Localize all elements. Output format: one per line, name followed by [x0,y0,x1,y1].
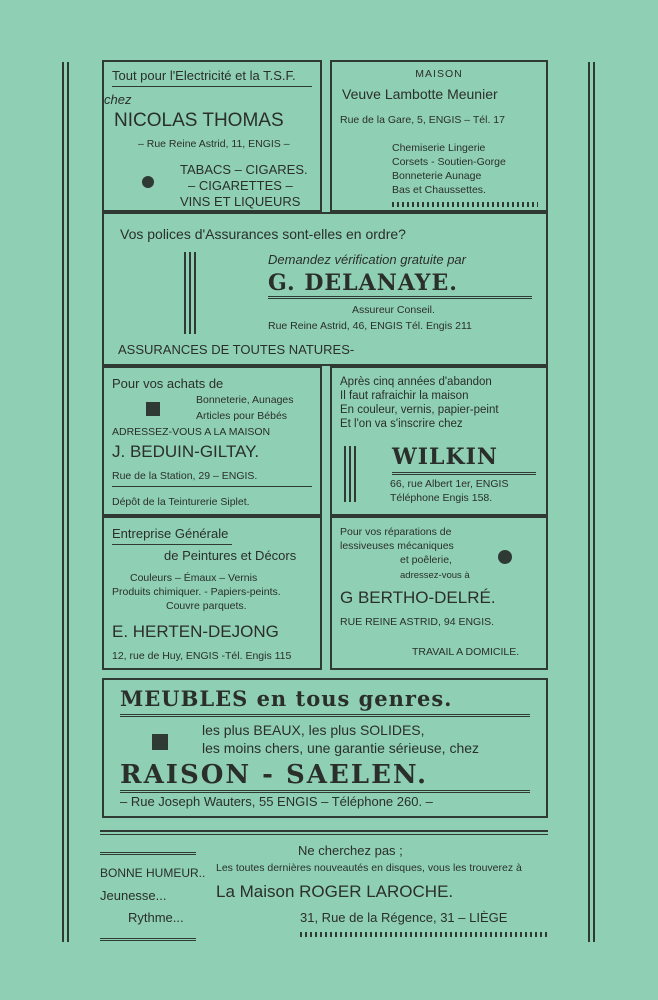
ad8-rule-mid [120,790,530,793]
ad6-l1: Entreprise Générale [112,526,229,541]
ad2-address: Rue de la Gare, 5, ENGIS – Tél. 17 [340,114,505,126]
square-icon-2 [152,734,168,750]
ad1-address: – Rue Reine Astrid, 11, ENGIS – [138,138,290,150]
ad3-address: Rue Reine Astrid, 46, ENGIS Tél. Engis 211 [268,320,472,332]
ad2-name: Veuve Lambotte Meunier [342,86,498,102]
ad8-rule-top [120,714,530,717]
ad2-l3: Bonneterie Aunage [392,170,482,182]
ad-bertho-delre [330,516,548,670]
ad9-l1: Ne cherchez pas ; [298,843,403,858]
ad9-left3: Rythme... [128,910,184,925]
ad2-l2: Corsets - Soutien-Gorge [392,156,506,168]
ad1-rule [112,86,312,87]
ad2-l1: Chemiserie Lingerie [392,142,486,154]
ad2-l4: Bas et Chaussettes. [392,184,486,196]
ad3-deco-stripes [184,252,198,334]
ad4-l1: Pour vos achats de [112,376,224,391]
left-border-line-inner [67,62,69,942]
ad8-name: RAISON - SAELEN. [120,760,429,790]
right-border-line-inner [593,62,595,942]
diamond-icon [142,176,154,188]
ad6-name: E. HERTEN-DEJONG [112,622,279,641]
ad9-left1: BONNE HUMEUR.. [100,866,206,880]
ad5-phone: Téléphone Engis 158. [390,492,493,504]
ad9-name: La Maison ROGER LAROCHE. [216,882,454,901]
ad5-l3: En couleur, vernis, papier-peint [340,404,499,416]
ad7-address: RUE REINE ASTRID, 94 ENGIS. [340,616,495,628]
ad4-l3: Articles pour Bébés [196,410,288,422]
ad2-deco-bar [392,202,538,207]
ad8-head: MEUBLES en tous genres. [120,686,453,711]
ad6-rule [112,544,232,545]
ad7-l2: lessiveuses mécaniques [340,540,454,552]
ad4-address: Rue de la Station, 29 – ENGIS. [112,470,258,482]
ad-wilkin [330,366,548,516]
left-border-line [62,62,64,942]
ad3-footer: ASSURANCES DE TOUTES NATURES- [118,342,355,357]
dot-icon [498,550,512,564]
ad1-l1: TABACS – CIGARES. [180,162,308,177]
ad9-address: 31, Rue de la Régence, 31 – LIÈGE [300,910,508,925]
ad9-rule-top [100,830,548,832]
ad4-footer: Dépôt de la Teinturerie Siplet. [112,496,250,508]
ad1-l3: VINS ET LIQUEURS [180,194,301,209]
ad-delanaye [102,212,548,366]
ad5-deco-stripes [344,446,358,502]
ad7-name: G BERTHO-DELRÉ. [340,588,496,607]
ad-lambotte-meunier [330,60,548,212]
ad4-l2: Bonneterie, Aunages [196,394,294,406]
ad-beduin-giltay [102,366,322,516]
ad6-l2: de Peintures et Décors [164,548,297,563]
ad1-name: NICOLAS THOMAS [114,110,284,131]
ad6-l3: Couleurs – Émaux – Vernis [130,572,258,584]
ad5-l1: Après cinq années d'abandon [340,376,492,388]
ad1-l2: – CIGARETTES – [188,178,293,193]
ad7-l1: Pour vos réparations de [340,526,452,538]
ad-herten-dejong [102,516,322,670]
ad7-footer: TRAVAIL A DOMICILE. [412,646,520,658]
square-icon [146,402,160,416]
ad8-l1: les plus BEAUX, les plus SOLIDES, [202,722,425,738]
ad6-l4: Produits chimiquer. - Papiers-peints. [112,586,281,598]
ad1-line1: Tout pour l'Electricité et la T.S.F. [112,68,296,83]
right-border-line [588,62,590,942]
ad4-l4: ADRESSEZ-VOUS A LA MAISON [112,426,271,438]
ad3-role: Assureur Conseil. [352,304,435,316]
ad9-rule-top-2 [100,834,548,835]
ad3-question: Vos polices d'Assurances sont-elles en ordre? [120,226,406,242]
ad1-chez: chez [104,92,132,107]
ad9-left-rule-bottom [100,938,196,941]
ad6-address: 12, rue de Huy, ENGIS -Tél. Engis 115 [112,650,292,662]
ad9-l2: Les toutes dernières nouveautés en disques, vous les trouverez à [216,862,522,874]
ad6-l5: Couvre parquets. [166,600,247,612]
ad2-maison: MAISON [415,68,463,80]
ad3-sub: Demandez vérification gratuite par [268,252,466,267]
ad7-l4: adressez-vous à [400,570,470,581]
ad5-l2: Il faut rafraichir la maison [340,390,469,402]
ad8-l2: les moins chers, une garantie sérieuse, chez [202,740,480,756]
ad9-deco-bar [300,932,548,937]
ad5-name: WILKIN [392,444,498,470]
ad5-l4: Et l'on va s'inscrire chez [340,418,463,430]
ad5-address: 66, rue Albert 1er, ENGIS [390,478,509,490]
ad8-address: – Rue Joseph Wauters, 55 ENGIS – Téléphone 260. – [120,794,433,809]
ad7-l3: et poêlerie, [400,554,452,566]
ad9-left-rule-top [100,852,196,855]
ad9-left2: Jeunesse... [100,888,167,903]
ad3-name: G. DELANAYE. [268,270,458,296]
ad5-rule [392,472,536,475]
ad4-name: J. BEDUIN-GILTAY. [112,442,260,461]
ad3-rule [268,296,532,299]
ad4-rule [112,486,312,487]
ad-nicolas-thomas [102,60,322,212]
ad-raison-saelen [102,678,548,818]
